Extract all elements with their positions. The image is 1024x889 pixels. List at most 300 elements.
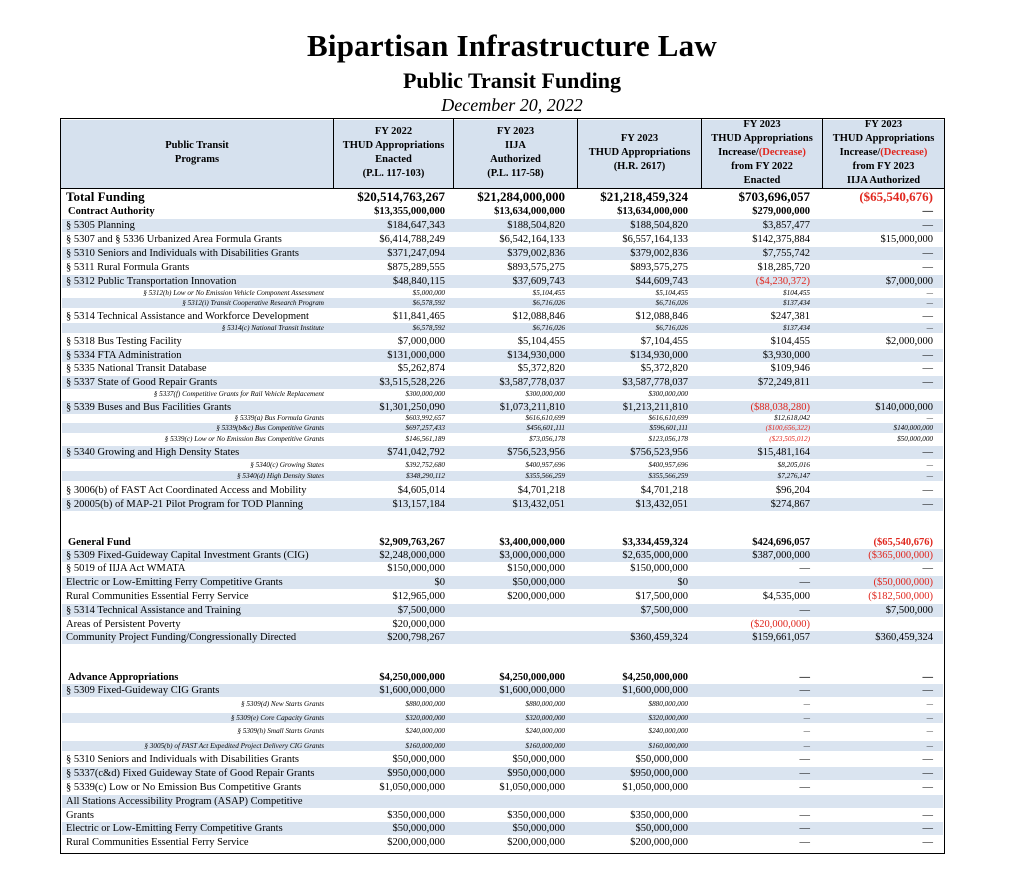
cell-c3: $3,334,459,324 — [622, 537, 688, 548]
cell-c5: ($50,000,000) — [873, 577, 933, 588]
table-row — [62, 323, 943, 333]
table-row — [62, 822, 943, 835]
cell-c4: $7,276,147 — [777, 472, 810, 480]
row-label: § 5314 Technical Assistance and Workforce Development — [66, 311, 309, 322]
cell-c3: $123,056,178 — [648, 435, 688, 443]
cell-c2: $5,104,455 — [517, 336, 565, 347]
row-label: Electric or Low-Emitting Ferry Competitive Grants — [66, 577, 283, 588]
table-row — [62, 590, 943, 603]
row-label: § 5311 Rural Formula Grants — [66, 262, 190, 273]
cell-c4: — — [799, 768, 810, 779]
row-label: § 5310 Seniors and Individuals with Disabilities Grants — [66, 754, 300, 765]
cell-c3: $4,701,218 — [640, 485, 688, 496]
cell-c1: $20,514,763,267 — [357, 189, 445, 204]
cell-c4: ($100,656,322) — [765, 424, 810, 432]
table-row — [62, 604, 943, 617]
table-row — [62, 298, 943, 308]
row-label: Rural Communities Essential Ferry Service — [66, 591, 249, 602]
cell-c3: $596,601,111 — [649, 424, 688, 432]
cell-c4: $7,755,742 — [762, 248, 810, 259]
cell-c4: $703,696,057 — [738, 189, 810, 204]
cell-c5: — — [926, 472, 933, 480]
table-row — [62, 809, 943, 822]
cell-c4: $142,375,884 — [752, 234, 810, 245]
cell-c2: $3,000,000,000 — [499, 550, 565, 561]
table-row — [62, 389, 943, 399]
cell-c1: $200,798,267 — [387, 632, 445, 643]
table-row — [62, 423, 943, 433]
cell-c3: $1,600,000,000 — [622, 685, 688, 696]
cell-c5: $7,000,000 — [885, 276, 933, 287]
table-row — [62, 362, 943, 375]
row-label: § 20005(b) of MAP-21 Pilot Program for TOD Planning — [66, 499, 304, 510]
cell-c3: $360,459,324 — [630, 632, 688, 643]
table-row — [62, 261, 943, 274]
cell-c4: — — [799, 672, 810, 683]
cell-c4: — — [799, 823, 810, 834]
cell-c1: $350,000,000 — [387, 810, 445, 821]
table-row — [62, 781, 943, 794]
row-label: Total Funding — [66, 189, 145, 204]
row-label: § 5339 Buses and Bus Facilities Grants — [66, 402, 232, 413]
cell-c3: $400,957,696 — [648, 461, 688, 469]
cell-c5: $15,000,000 — [880, 234, 933, 245]
cell-c3: $1,050,000,000 — [622, 782, 688, 793]
cell-c2: $6,542,164,133 — [499, 234, 565, 245]
row-label: § 3005(b) of FAST Act Expedited Project Delivery CIG Grants — [144, 742, 324, 750]
cell-c5: — — [922, 754, 933, 765]
cell-c1: $300,000,000 — [405, 390, 445, 398]
row-label: § 5339(c) Low or No Emission Bus Competitive Grants — [66, 782, 302, 793]
cell-c1: $200,000,000 — [387, 837, 445, 848]
row-label: Community Project Funding/Congressionally Directed — [66, 632, 297, 643]
cell-c5: — — [922, 447, 933, 458]
cell-c5: — — [926, 289, 933, 297]
row-label: § 5337 State of Good Repair Grants — [66, 377, 218, 388]
cell-c4: $96,204 — [775, 485, 810, 496]
cell-c1: $392,752,680 — [405, 461, 445, 469]
cell-c5: — — [922, 206, 933, 217]
cell-c2: $355,566,259 — [525, 472, 565, 480]
cell-c1: $950,000,000 — [387, 768, 445, 779]
cell-c2: $21,284,000,000 — [477, 189, 565, 204]
row-label: § 5314(c) National Transit Institute — [221, 324, 324, 332]
cell-c2: $1,073,211,810 — [499, 402, 565, 413]
col-header-fy2023-thud: FY 2023 THUD Appropriations (H.R. 2617) — [588, 133, 691, 172]
cell-c5: — — [922, 563, 933, 574]
table-row — [62, 753, 943, 766]
cell-c1: $5,262,874 — [397, 363, 445, 374]
table-row — [62, 795, 943, 808]
cell-c4: — — [803, 742, 810, 750]
cell-c1: $5,000,000 — [412, 289, 445, 297]
cell-c5: $360,459,324 — [875, 632, 933, 643]
cell-c4: $18,285,720 — [757, 262, 810, 273]
cell-c4: $72,249,811 — [757, 377, 810, 388]
cell-c3: $50,000,000 — [635, 754, 688, 765]
cell-c4: $104,455 — [770, 336, 810, 347]
row-label: § 5309 Fixed-Guideway CIG Grants — [66, 685, 220, 696]
cell-c2: $5,372,820 — [517, 363, 565, 374]
cell-c2: $4,701,218 — [517, 485, 565, 496]
cell-c2: $50,000,000 — [512, 754, 565, 765]
cell-c5: — — [926, 700, 933, 708]
row-label: § 5339(b&c) Bus Competitive Grants — [216, 424, 324, 432]
row-label: § 5318 Bus Testing Facility — [66, 336, 182, 347]
cell-c2: $300,000,000 — [525, 390, 565, 398]
table-row — [62, 684, 943, 697]
cell-c3: $616,610,699 — [648, 414, 688, 422]
cell-c1: $697,257,433 — [405, 424, 445, 432]
row-label: § 5305 Planning — [66, 220, 135, 231]
cell-c2: $13,634,000,000 — [494, 206, 565, 217]
cell-c3: $13,634,000,000 — [617, 206, 688, 217]
cell-c5: — — [922, 220, 933, 231]
table-row — [62, 498, 943, 511]
cell-c5: — — [926, 324, 933, 332]
table-row — [62, 471, 943, 481]
table-row — [62, 310, 943, 323]
row-label: § 5312 Public Transportation Innovation — [66, 276, 237, 287]
cell-c3: $350,000,000 — [630, 810, 688, 821]
cell-c1: $6,578,592 — [412, 299, 445, 307]
row-label: § 5335 National Transit Database — [66, 363, 207, 374]
cell-c3: $893,575,275 — [630, 262, 688, 273]
cell-c1: $348,290,112 — [406, 472, 445, 480]
table-row — [62, 413, 943, 423]
cell-c1: $0 — [434, 577, 445, 588]
cell-c5: — — [922, 262, 933, 273]
row-label: § 5337(f) Competitive Grants for Rail Vehicle Replacement — [153, 390, 324, 398]
row-label: Contract Authority — [68, 206, 155, 217]
cell-c2: $950,000,000 — [507, 768, 565, 779]
cell-c4: $279,000,000 — [752, 206, 810, 217]
cell-c4: — — [799, 782, 810, 793]
cell-c4: ($4,230,372) — [755, 276, 810, 287]
row-label: § 5310 Seniors and Individuals with Disabilities Grants — [66, 248, 300, 259]
table-row — [62, 484, 943, 497]
cell-c4: ($23,505,012) — [769, 435, 810, 443]
table-row — [62, 189, 943, 204]
table-row — [62, 219, 943, 232]
cell-c5: — — [922, 311, 933, 322]
cell-c1: $1,050,000,000 — [379, 782, 445, 793]
table-row — [62, 767, 943, 780]
cell-c5: $140,000,000 — [875, 402, 933, 413]
cell-c1: $880,000,000 — [405, 700, 445, 708]
col-header-programs: Public Transit Programs — [165, 140, 229, 165]
cell-c2: $5,104,455 — [532, 289, 565, 297]
table-row — [62, 576, 943, 589]
cell-c3: $3,587,778,037 — [622, 377, 688, 388]
cell-c1: $371,247,094 — [387, 248, 445, 259]
table-row — [62, 288, 943, 298]
cell-c1: $12,965,000 — [392, 591, 445, 602]
cell-c5: — — [922, 363, 933, 374]
cell-c3: $44,609,743 — [635, 276, 688, 287]
cell-c3: $134,930,000 — [630, 350, 688, 361]
col-header-fy2023-iija: FY 2023 IIJA Authorized (P.L. 117-58) — [487, 126, 544, 179]
cell-c2: $880,000,000 — [525, 700, 565, 708]
cell-c3: $0 — [677, 577, 688, 588]
cell-c1: $50,000,000 — [392, 823, 445, 834]
cell-c3: $5,104,455 — [655, 289, 688, 297]
cell-c3: $379,002,836 — [630, 248, 688, 259]
cell-c2: $12,088,846 — [512, 311, 565, 322]
cell-c1: $2,909,763,267 — [379, 537, 445, 548]
cell-c4: $3,930,000 — [762, 350, 810, 361]
cell-c3: $7,104,455 — [640, 336, 688, 347]
cell-c4: $104,455 — [783, 289, 810, 297]
cell-c1: $1,600,000,000 — [379, 685, 445, 696]
cell-c4: $12,618,042 — [774, 414, 810, 422]
cell-c2: $3,587,778,037 — [499, 377, 565, 388]
cell-c3: $6,716,026 — [655, 324, 688, 332]
cell-c1: $240,000,000 — [405, 727, 445, 735]
page-subtitle: Public Transit Funding — [402, 68, 622, 93]
cell-c2: $160,000,000 — [525, 742, 565, 750]
row-label: § 5312(h) Low or No Emission Vehicle Component Assessment — [143, 289, 324, 297]
cell-c4: — — [799, 837, 810, 848]
cell-c4: $424,696,057 — [752, 537, 810, 548]
table-row — [62, 247, 943, 260]
cell-c2: $616,610,699 — [525, 414, 565, 422]
cell-c5: ($365,000,000) — [868, 550, 933, 561]
row-label: § 5340(c) Growing States — [250, 461, 324, 469]
cell-c5: — — [922, 768, 933, 779]
cell-c5: — — [922, 248, 933, 259]
cell-c4: — — [799, 605, 810, 616]
row-label: § 3006(b) of FAST Act Coordinated Access and Mobility — [66, 485, 307, 496]
cell-c1: $6,414,788,249 — [379, 234, 445, 245]
cell-c2: $200,000,000 — [507, 591, 565, 602]
row-label: § 5334 FTA Administration — [66, 350, 182, 361]
table-row — [62, 699, 943, 709]
cell-c2: $1,600,000,000 — [499, 685, 565, 696]
cell-c1: $320,000,000 — [405, 714, 445, 722]
cell-c4: $4,535,000 — [762, 591, 810, 602]
table-row — [62, 434, 943, 444]
cell-c4: $3,857,477 — [762, 220, 810, 231]
cell-c3: $17,500,000 — [635, 591, 688, 602]
cell-c4: $387,000,000 — [752, 550, 810, 561]
page-title: Bipartisan Infrastructure Law — [307, 28, 717, 63]
cell-c4: $15,481,164 — [757, 447, 810, 458]
table-row — [62, 562, 943, 575]
cell-c3: $150,000,000 — [630, 563, 688, 574]
col-header-change-vs-fy2022: FY 2023 THUD Appropriations Increase/(Decrease) from FY 2022 Enacted — [711, 119, 813, 186]
cell-c5: $50,000,000 — [897, 435, 933, 443]
col-header-fy2022-enacted: FY 2022 THUD Appropriations Enacted (P.L. 117-103) — [342, 126, 445, 179]
cell-c4: $109,946 — [770, 363, 810, 374]
cell-c3: $320,000,000 — [648, 714, 688, 722]
row-label: § 5339(a) Bus Formula Grants — [234, 414, 324, 422]
cell-c3: $4,250,000,000 — [622, 672, 688, 683]
cell-c5: — — [926, 414, 933, 422]
cell-c3: $50,000,000 — [635, 823, 688, 834]
row-label: General Fund — [68, 537, 131, 548]
cell-c4: $159,661,057 — [752, 632, 810, 643]
cell-c2: $73,056,178 — [529, 435, 565, 443]
cell-c5: — — [922, 485, 933, 496]
cell-c4: — — [799, 810, 810, 821]
cell-c2: $350,000,000 — [507, 810, 565, 821]
cell-c3: $13,432,051 — [635, 499, 688, 510]
row-label: § 5309(e) Core Capacity Grants — [230, 714, 324, 722]
cell-c4: — — [803, 714, 810, 722]
cell-c2: $6,716,026 — [532, 299, 565, 307]
cell-c4: — — [799, 577, 810, 588]
cell-c1: $6,578,592 — [412, 324, 445, 332]
cell-c5: — — [922, 685, 933, 696]
cell-c4: ($20,000,000) — [750, 619, 810, 630]
cell-c2: $13,432,051 — [512, 499, 565, 510]
cell-c2: $150,000,000 — [507, 563, 565, 574]
col-header-change-vs-iija: FY 2023 THUD Appropriations Increase/(Decrease) from FY 2023 IIJA Authorized — [832, 119, 935, 186]
cell-c2: $4,250,000,000 — [499, 672, 565, 683]
cell-c1: $150,000,000 — [387, 563, 445, 574]
cell-c4: — — [803, 727, 810, 735]
cell-c3: $12,088,846 — [635, 311, 688, 322]
cell-c1: $3,515,528,226 — [379, 377, 445, 388]
row-label: § 5309(d) New Starts Grants — [240, 700, 324, 708]
cell-c3: $756,523,956 — [630, 447, 688, 458]
cell-c2: $37,609,743 — [512, 276, 565, 287]
row-label: § 5339(c) Low or No Emission Bus Competitive Grants — [164, 435, 324, 443]
cell-c1: $741,042,792 — [387, 447, 445, 458]
cell-c3: $200,000,000 — [630, 837, 688, 848]
row-label: § 5340 Growing and High Density States — [66, 447, 240, 458]
cell-c5: — — [926, 727, 933, 735]
cell-c4: $137,434 — [783, 324, 810, 332]
cell-c2: $134,930,000 — [507, 350, 565, 361]
table-row — [62, 349, 943, 362]
cell-c2: $188,504,820 — [507, 220, 565, 231]
cell-c2: $6,716,026 — [532, 324, 565, 332]
cell-c5: — — [922, 672, 933, 683]
cell-c5: — — [922, 499, 933, 510]
cell-c5: — — [922, 837, 933, 848]
table-row — [62, 549, 943, 562]
cell-c1: $13,355,000,000 — [374, 206, 445, 217]
report-date: December 20, 2022 — [441, 95, 583, 115]
cell-c1: $7,000,000 — [397, 336, 445, 347]
table-row — [62, 726, 943, 736]
cell-c5: ($182,500,000) — [868, 591, 933, 602]
cell-c5: — — [922, 350, 933, 361]
cell-c1: $13,157,184 — [392, 499, 445, 510]
cell-c2: $756,523,956 — [507, 447, 565, 458]
cell-c1: $603,992,657 — [405, 414, 445, 422]
cell-c2: $400,957,696 — [525, 461, 565, 469]
cell-c1: $146,561,189 — [405, 435, 445, 443]
cell-c3: $300,000,000 — [648, 390, 688, 398]
cell-c1: $20,000,000 — [392, 619, 445, 630]
cell-c4: — — [803, 700, 810, 708]
cell-c1: $160,000,000 — [405, 742, 445, 750]
row-label: § 5340(d) High Density States — [236, 472, 324, 480]
cell-c3: $7,500,000 — [640, 605, 688, 616]
table-row — [62, 741, 943, 751]
cell-c2: $50,000,000 — [512, 823, 565, 834]
cell-c3: $5,372,820 — [640, 363, 688, 374]
table-row — [62, 536, 943, 549]
row-label: § 5307 and § 5336 Urbanized Area Formula Grants — [66, 234, 282, 245]
cell-c1: $2,248,000,000 — [379, 550, 445, 561]
cell-c1: $4,250,000,000 — [379, 672, 445, 683]
row-label: § 5312(i) Transit Cooperative Research Program — [182, 299, 324, 307]
row-label: Advance Appropriations — [68, 672, 179, 683]
cell-c4: — — [799, 685, 810, 696]
cell-c3: $188,504,820 — [630, 220, 688, 231]
cell-c2: $456,601,111 — [526, 424, 565, 432]
cell-c5: $140,000,000 — [893, 424, 933, 432]
table-row — [62, 275, 943, 288]
row-label: Rural Communities Essential Ferry Service — [66, 837, 249, 848]
cell-c5: $2,000,000 — [885, 336, 933, 347]
cell-c2: $200,000,000 — [507, 837, 565, 848]
cell-c5: — — [926, 742, 933, 750]
cell-c5: ($65,540,676) — [859, 189, 933, 204]
cell-c5: — — [926, 299, 933, 307]
cell-c3: $240,000,000 — [648, 727, 688, 735]
cell-c2: $893,575,275 — [507, 262, 565, 273]
cell-c1: $50,000,000 — [392, 754, 445, 765]
table-row — [62, 836, 943, 849]
cell-c3: $1,213,211,810 — [622, 402, 688, 413]
table-row — [62, 233, 943, 246]
cell-c2: $379,002,836 — [507, 248, 565, 259]
cell-c4: $137,434 — [783, 299, 810, 307]
cell-c3: $2,635,000,000 — [622, 550, 688, 561]
cell-c1: $184,647,343 — [387, 220, 445, 231]
table-row — [62, 460, 943, 470]
cell-c4: — — [799, 563, 810, 574]
row-label: § 5019 of IIJA Act WMATA — [66, 563, 186, 574]
table-row — [62, 631, 943, 644]
table-row — [62, 205, 943, 218]
cell-c1: $4,605,014 — [397, 485, 445, 496]
cell-c1: $7,500,000 — [397, 605, 445, 616]
cell-c3: $6,557,164,133 — [622, 234, 688, 245]
cell-c5: — — [922, 377, 933, 388]
cell-c1: $875,289,555 — [387, 262, 445, 273]
row-label: Electric or Low-Emitting Ferry Competitive Grants — [66, 823, 283, 834]
cell-c3: $21,218,459,324 — [600, 189, 688, 204]
cell-c5: — — [926, 461, 933, 469]
cell-c4: ($88,038,280) — [750, 402, 810, 413]
cell-c1: $48,840,115 — [392, 276, 445, 287]
cell-c3: $6,716,026 — [655, 299, 688, 307]
cell-c2: $50,000,000 — [512, 577, 565, 588]
cell-c2: $3,400,000,000 — [499, 537, 565, 548]
table-row — [62, 376, 943, 389]
row-label: Grants — [66, 810, 94, 821]
table-row — [62, 446, 943, 459]
cell-c2: $320,000,000 — [525, 714, 565, 722]
cell-c4: $247,381 — [770, 311, 810, 322]
cell-c3: $355,566,259 — [648, 472, 688, 480]
cell-c3: $950,000,000 — [630, 768, 688, 779]
row-label: § 5309(h) Small Starts Grants — [237, 727, 324, 735]
cell-c5: — — [922, 782, 933, 793]
cell-c2: $1,050,000,000 — [499, 782, 565, 793]
cell-c5: — — [922, 810, 933, 821]
table-row — [62, 671, 943, 684]
cell-c5: — — [926, 714, 933, 722]
row-label: All Stations Accessibility Program (ASAP) Competitive — [66, 796, 303, 807]
cell-c5: ($65,540,676) — [873, 537, 933, 548]
